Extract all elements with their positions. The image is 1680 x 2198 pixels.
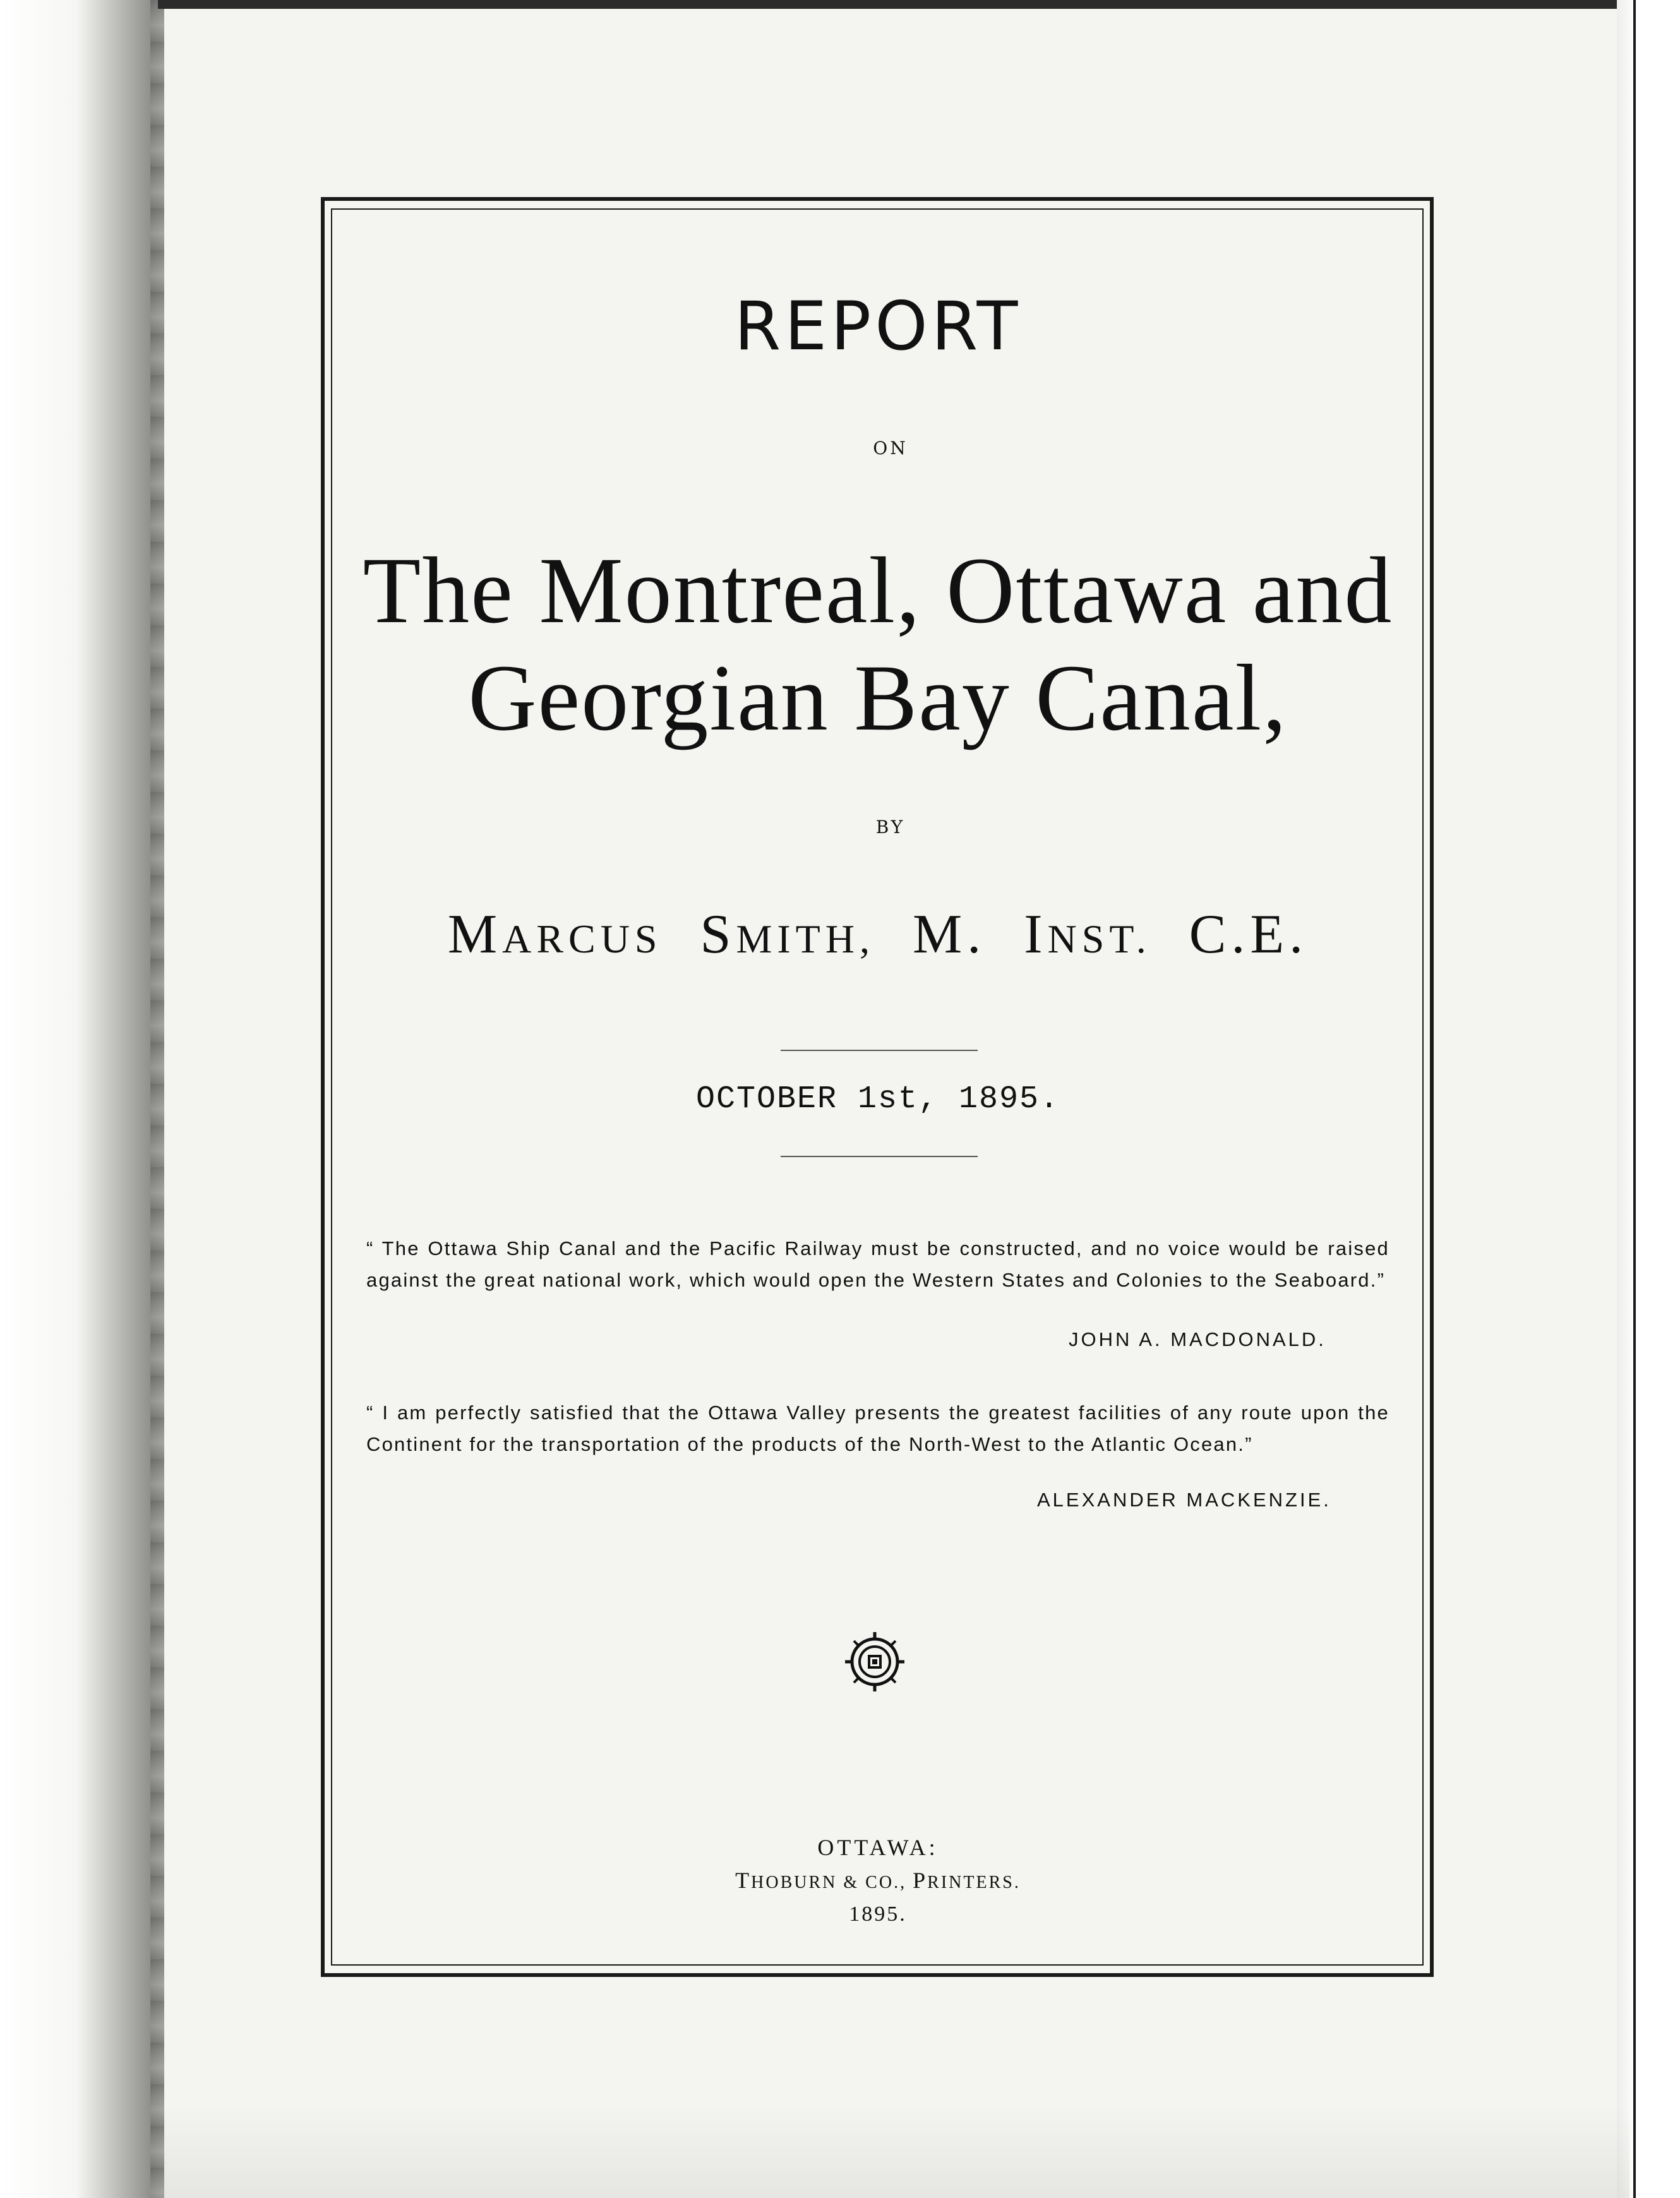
report-date: OCTOBER 1st, 1895. — [695, 1081, 1060, 1117]
quote-mackenzie-attribution: ALEXANDER MACKENZIE. — [1037, 1489, 1331, 1511]
on-word: ON — [873, 438, 908, 459]
imprint-printer-co: O., — [879, 1873, 913, 1892]
separator-rule-bottom — [781, 1156, 978, 1157]
printers-ornament-icon — [843, 1630, 907, 1694]
title-line-1: The Montreal, Ottawa and — [363, 538, 1393, 643]
title-line-2: Georgian Bay Canal, — [468, 646, 1288, 750]
author-smith-rest: MITH, — [736, 916, 875, 961]
imprint-year: 1895. — [849, 1902, 907, 1926]
imprint-printer-initial: T — [735, 1868, 752, 1893]
author-smith-initial: S — [700, 904, 736, 965]
author-name — [335, 897, 1421, 977]
right-page-edge — [1617, 0, 1680, 2198]
imprint-city: OTTAWA: — [817, 1835, 939, 1860]
binding-edge-shadow — [150, 0, 164, 2198]
quote-macdonald: “ The Ottawa Ship Canal and the Pacific Railway must be constructed, and no voice would be raised against the great national work, which would open the Western States and Colonies to the Seaboard.” — [366, 1237, 1389, 1291]
author-inst-rest: NST. — [1047, 916, 1151, 961]
author-m: M. — [912, 904, 987, 965]
author-marcus-rest: ARCUS — [502, 916, 663, 961]
imprint-printer — [335, 1865, 1421, 1899]
separator-rule-top — [781, 1050, 978, 1051]
author-ce: C.E. — [1189, 904, 1309, 965]
by-word: BY — [875, 817, 906, 838]
right-edge-line — [1633, 0, 1636, 2198]
imprint-printer-rest: HOBURN & C — [751, 1873, 879, 1892]
quote-mackenzie: “ I am perfectly satisfied that the Ottawa Valley presents the greatest facilities of any route upon the Continent for the transportation of the products of the North-West to the Atlantic Ocean.” — [366, 1402, 1389, 1455]
author-marcus-initial: M — [447, 904, 503, 965]
imprint-printers-initial: P — [913, 1868, 928, 1893]
quote-macdonald-attribution: JOHN A. MACDONALD. — [1069, 1328, 1326, 1350]
author-inst-initial: I — [1024, 904, 1048, 965]
binding-gutter — [0, 0, 164, 2198]
report-heading: REPORT — [734, 287, 1022, 365]
top-edge-rule — [158, 0, 1636, 9]
document-title — [335, 537, 1421, 752]
bottom-edge-shade — [164, 2103, 1629, 2198]
imprint-printers-rest: RINTERS. — [927, 1873, 1021, 1892]
